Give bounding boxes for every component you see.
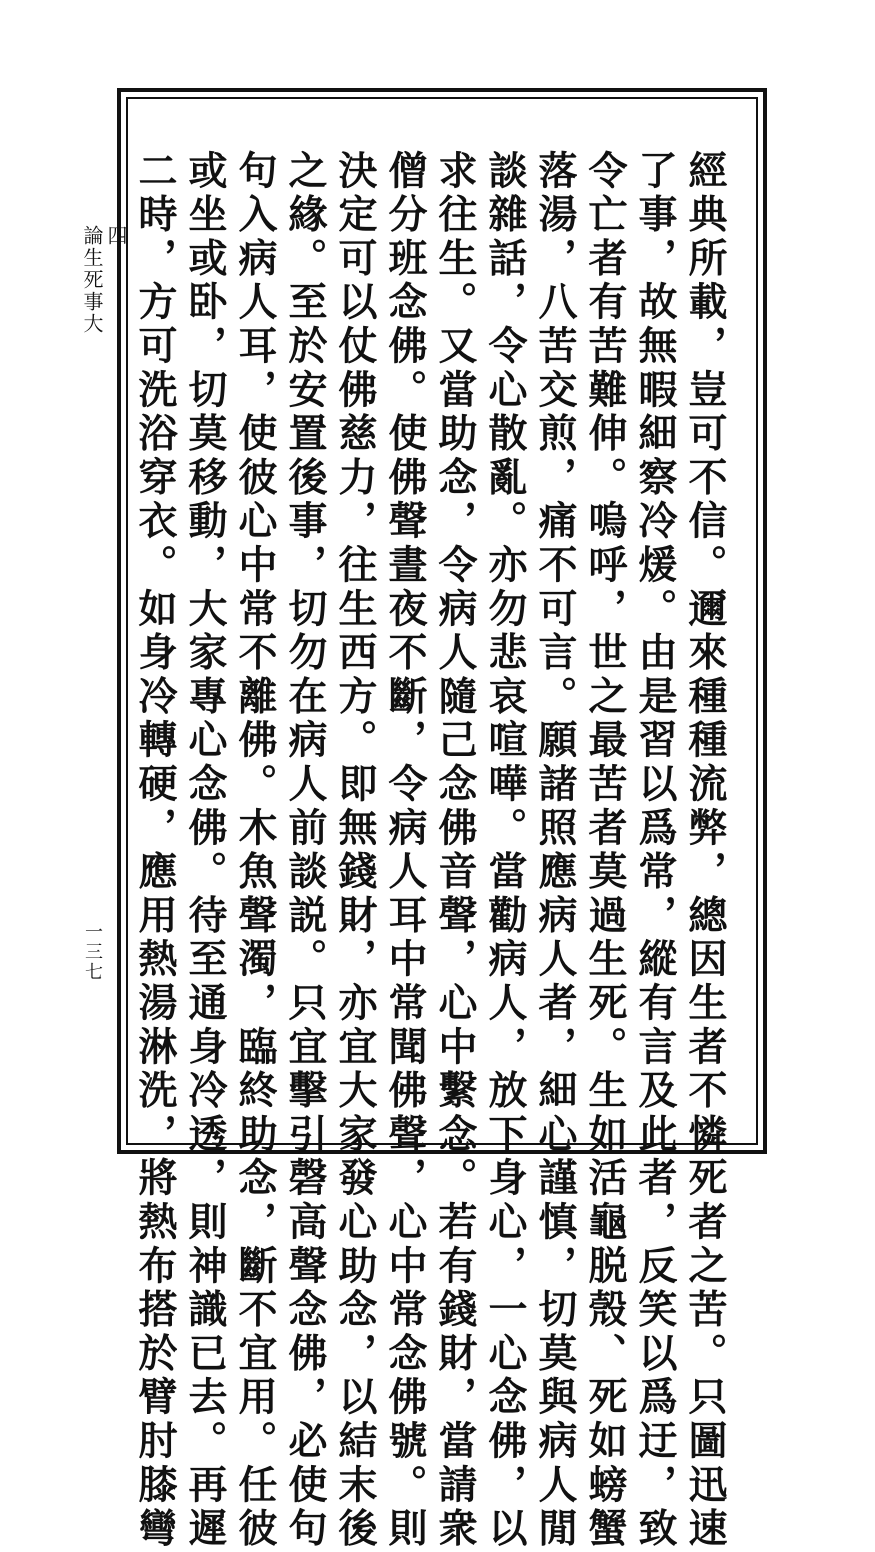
text-column-2: 了事，故無暇細察冷煖。由是習以爲常，縱有言及此者，反笑以爲迂，致 xyxy=(632,150,678,1552)
text-column-5: 談雜話，令心散亂。亦勿悲哀喧嘩。當勸病人，放下身心，一心念佛，以 xyxy=(482,150,528,1552)
text-column-1: 經典所載，豈可不信。邇來種種流弊，總因生者不憐死者之苦。只圖迅速 xyxy=(682,150,728,1552)
vertical-text-body xyxy=(132,150,730,1552)
page-number: 一三七 xyxy=(82,922,103,982)
text-column-9: 之緣。至於安置後事，切勿在病人前談説。只宜擊引磬高聲念佛，必使句 xyxy=(282,150,328,1552)
text-column-6: 求往生。又當助念，令病人隨己念佛音聲，心中繫念。若有錢財，當請衆 xyxy=(432,150,478,1552)
text-column-8: 決定可以仗佛慈力，往生西方。即無錢財，亦宜大家發心助念，以結末後 xyxy=(332,150,378,1552)
text-column-3: 令亡者有苦難伸。嗚呼，世之最苦者莫過生死。生如活龜脱殼、死如螃蟹 xyxy=(582,150,628,1552)
chapter-number: 四 xyxy=(104,225,128,247)
text-column-7: 僧分班念佛。使佛聲晝夜不斷，令病人耳中常聞佛聲，心中常念佛號。則 xyxy=(382,150,428,1552)
running-header xyxy=(80,225,128,335)
text-column-10: 句入病人耳，使彼心中常不離佛。木魚聲濁，臨終助念，斷不宜用。任彼 xyxy=(232,150,278,1552)
text-column-4: 落湯，八苦交煎，痛不可言。願諸照應病人者，細心謹慎，切莫與病人閒 xyxy=(532,150,578,1552)
text-column-11: 或坐或卧，切莫移動，大家專心念佛。待至通身冷透，則神識已去。再遲 xyxy=(182,150,228,1552)
chapter-title: 論生死事大 xyxy=(80,225,104,335)
text-column-12: 二時，方可洗浴穿衣。如身冷轉硬，應用熱湯淋洗，將熱布搭於臂肘膝彎 xyxy=(132,150,178,1552)
